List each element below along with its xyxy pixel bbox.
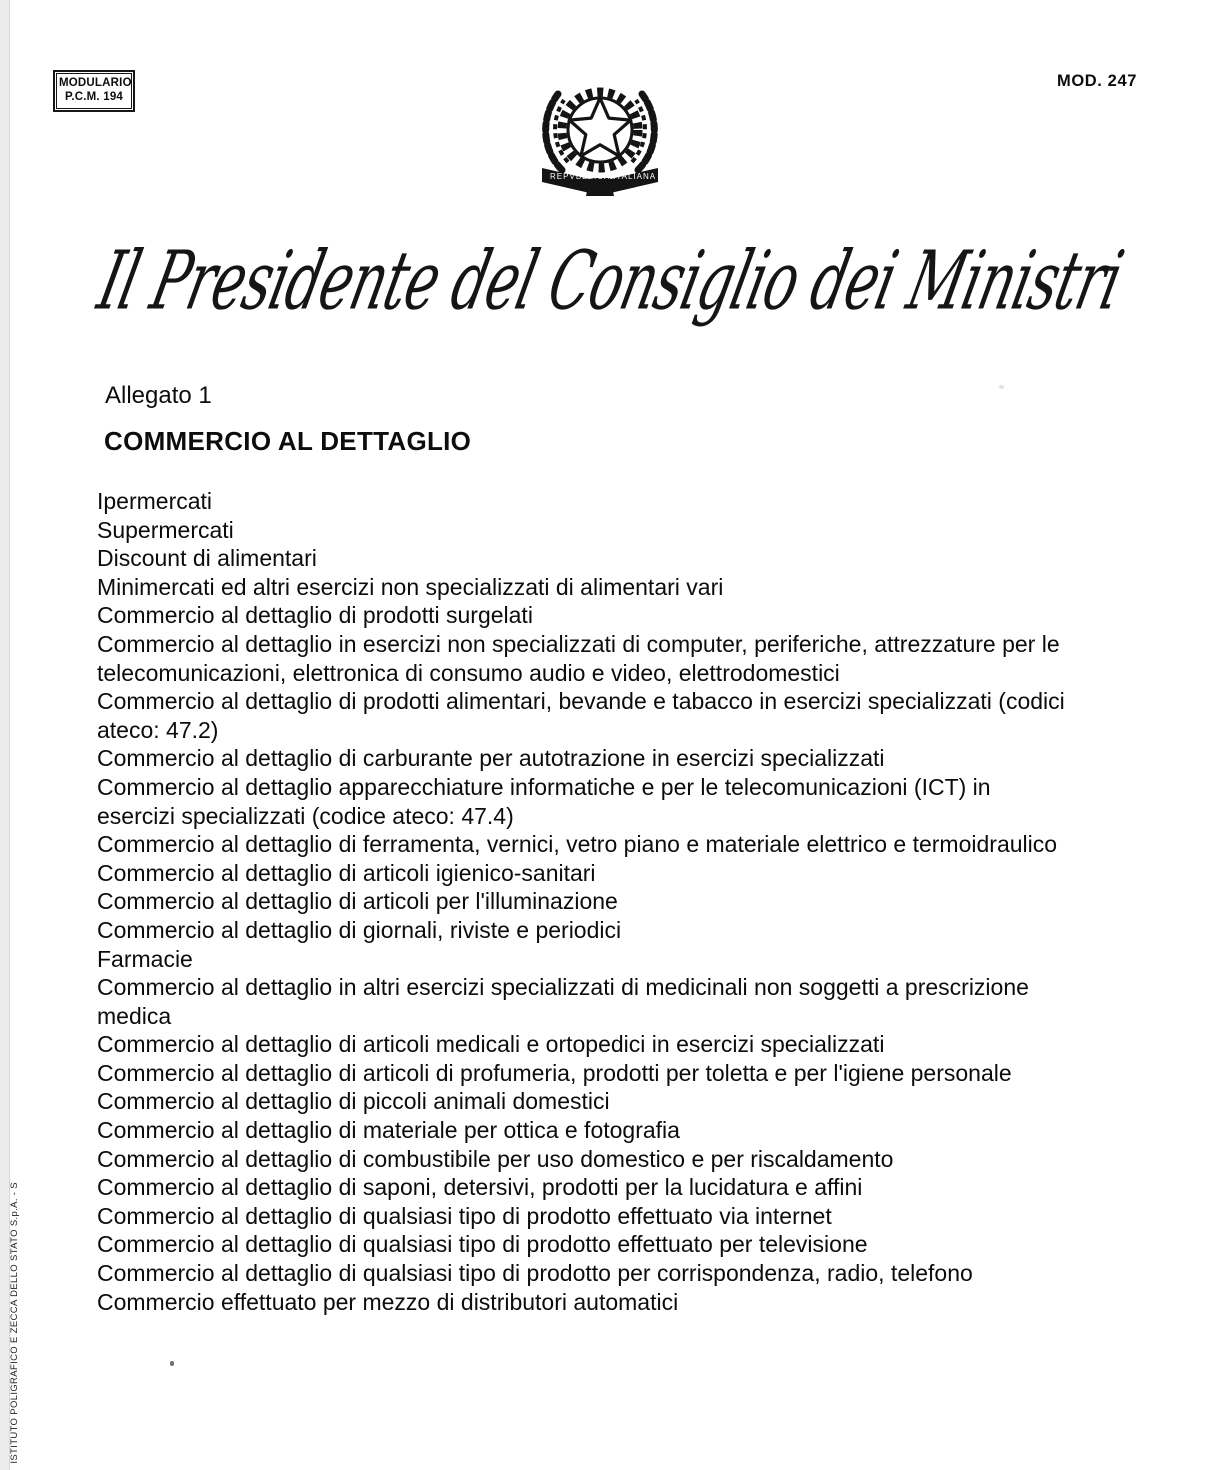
- mod-number-label: MOD. 247: [1057, 72, 1137, 90]
- list-item: [97, 887, 1137, 916]
- list-line: Commercio al dettaglio di giornali, riviste e periodici: [97, 916, 622, 943]
- list-item: [97, 1030, 1137, 1059]
- list-line: Ipermercati: [97, 488, 213, 514]
- emblem-banner-text: REPVBBLICA ITALIANA: [550, 172, 657, 181]
- list-line: Supermercati: [97, 516, 234, 543]
- modulario-stamp-box: [53, 70, 135, 112]
- list-item: [97, 573, 1137, 602]
- list-line: Minimercati ed altri esercizi non specializzati di alimentari vari: [97, 573, 724, 600]
- list-line: Commercio al dettaglio di prodotti alimentari, bevande e tabacco in esercizi specializzati (codici: [97, 688, 1065, 715]
- list-line: medica: [97, 1002, 172, 1029]
- olive-branch-inner: [555, 100, 568, 162]
- list-line: Commercio al dettaglio in altri esercizi specializzati di medicinali non soggetti a prescrizione: [97, 974, 1029, 1001]
- section-title: COMMERCIO AL DETTAGLIO: [104, 426, 472, 456]
- list-item: [97, 945, 1137, 974]
- list-item: [97, 916, 1137, 945]
- list-line: ateco: 47.2): [97, 716, 219, 743]
- letterhead-script-title: Il Presidente del Consiglio dei Ministri: [90, 232, 1131, 328]
- list-line: Commercio al dettaglio di articoli igienico-sanitari: [97, 859, 596, 886]
- list-item: [97, 1202, 1137, 1231]
- list-line: Commercio al dettaglio di ferramenta, vernici, vetro piano e materiale elettrico e termoidraulico: [97, 831, 1058, 858]
- list-item: [97, 859, 1137, 888]
- list-line: esercizi specializzati (codice ateco: 47.4): [97, 802, 514, 829]
- list-line: Commercio al dettaglio di materiale per ottica e fotografia: [97, 1117, 680, 1144]
- list-line: Commercio al dettaglio di articoli medicali e ortopedici in esercizi specializzati: [97, 1031, 885, 1058]
- list-line: Commercio al dettaglio di qualsiasi tipo di prodotto effettuato per televisione: [97, 1231, 868, 1258]
- list-item: [97, 973, 1137, 1030]
- list-line: Commercio al dettaglio di prodotti surgelati: [97, 602, 533, 629]
- list-line: Commercio al dettaglio di saponi, detersivi, prodotti per la lucidatura e affini: [97, 1174, 863, 1201]
- modulario-stamp-text: [56, 73, 132, 109]
- list-line: Discount di alimentari: [97, 545, 317, 572]
- list-item: [97, 1145, 1137, 1174]
- list-item: [97, 601, 1137, 630]
- list-line: Commercio al dettaglio di articoli di profumeria, prodotti per toletta e per l'igiene personale: [97, 1059, 1012, 1086]
- list-line: Commercio al dettaglio di qualsiasi tipo di prodotto per corrispondenza, radio, telefono: [97, 1260, 973, 1287]
- list-item: [97, 1259, 1137, 1288]
- list-item: [97, 1230, 1137, 1259]
- list-item: [97, 687, 1137, 744]
- list-item: [97, 1116, 1137, 1145]
- list-item: [97, 630, 1137, 687]
- list-line: Commercio al dettaglio di carburante per autotrazione in esercizi specializzati: [97, 745, 885, 772]
- retail-category-list: [97, 487, 1137, 1316]
- list-item: [97, 773, 1137, 830]
- list-line: Commercio al dettaglio di articoli per l'illuminazione: [97, 888, 618, 915]
- list-item: [97, 1173, 1137, 1202]
- list-item: [97, 1059, 1137, 1088]
- list-item: [97, 516, 1137, 545]
- modulario-line1: MODULARIO: [59, 77, 132, 89]
- list-item: [97, 830, 1137, 859]
- list-line: Commercio al dettaglio di combustibile per uso domestico e per riscaldamento: [97, 1145, 894, 1172]
- list-item: [97, 744, 1137, 773]
- list-item: [97, 1087, 1137, 1116]
- list-item: [97, 487, 1137, 516]
- printer-imprint-vertical-text: ISTITUTO POLIGRAFICO E ZECCA DELLO STATO S.p.A. - S: [9, 1182, 20, 1464]
- list-item: [97, 544, 1137, 573]
- list-line: Commercio effettuato per mezzo di distributori automatici: [97, 1288, 679, 1315]
- scan-speck-faint: [999, 385, 1004, 389]
- list-line: Farmacie: [97, 945, 193, 972]
- attachment-label: Allegato 1: [105, 382, 212, 409]
- modulario-line2: P.C.M. 194: [64, 90, 124, 103]
- list-line: telecomunicazioni, elettronica di consumo audio e video, elettrodomestici: [97, 659, 840, 686]
- list-line: Commercio al dettaglio di qualsiasi tipo di prodotto effettuato via internet: [97, 1202, 832, 1229]
- scan-speck: [170, 1361, 174, 1366]
- list-line: Commercio al dettaglio di piccoli animali domestici: [97, 1088, 610, 1115]
- list-line: Commercio al dettaglio apparecchiature informatiche e per le telecomunicazioni (ICT) in: [97, 773, 991, 800]
- list-line: Commercio al dettaglio in esercizi non specializzati di computer, periferiche, attrezzature per le: [97, 630, 1060, 657]
- list-item: [97, 1288, 1137, 1317]
